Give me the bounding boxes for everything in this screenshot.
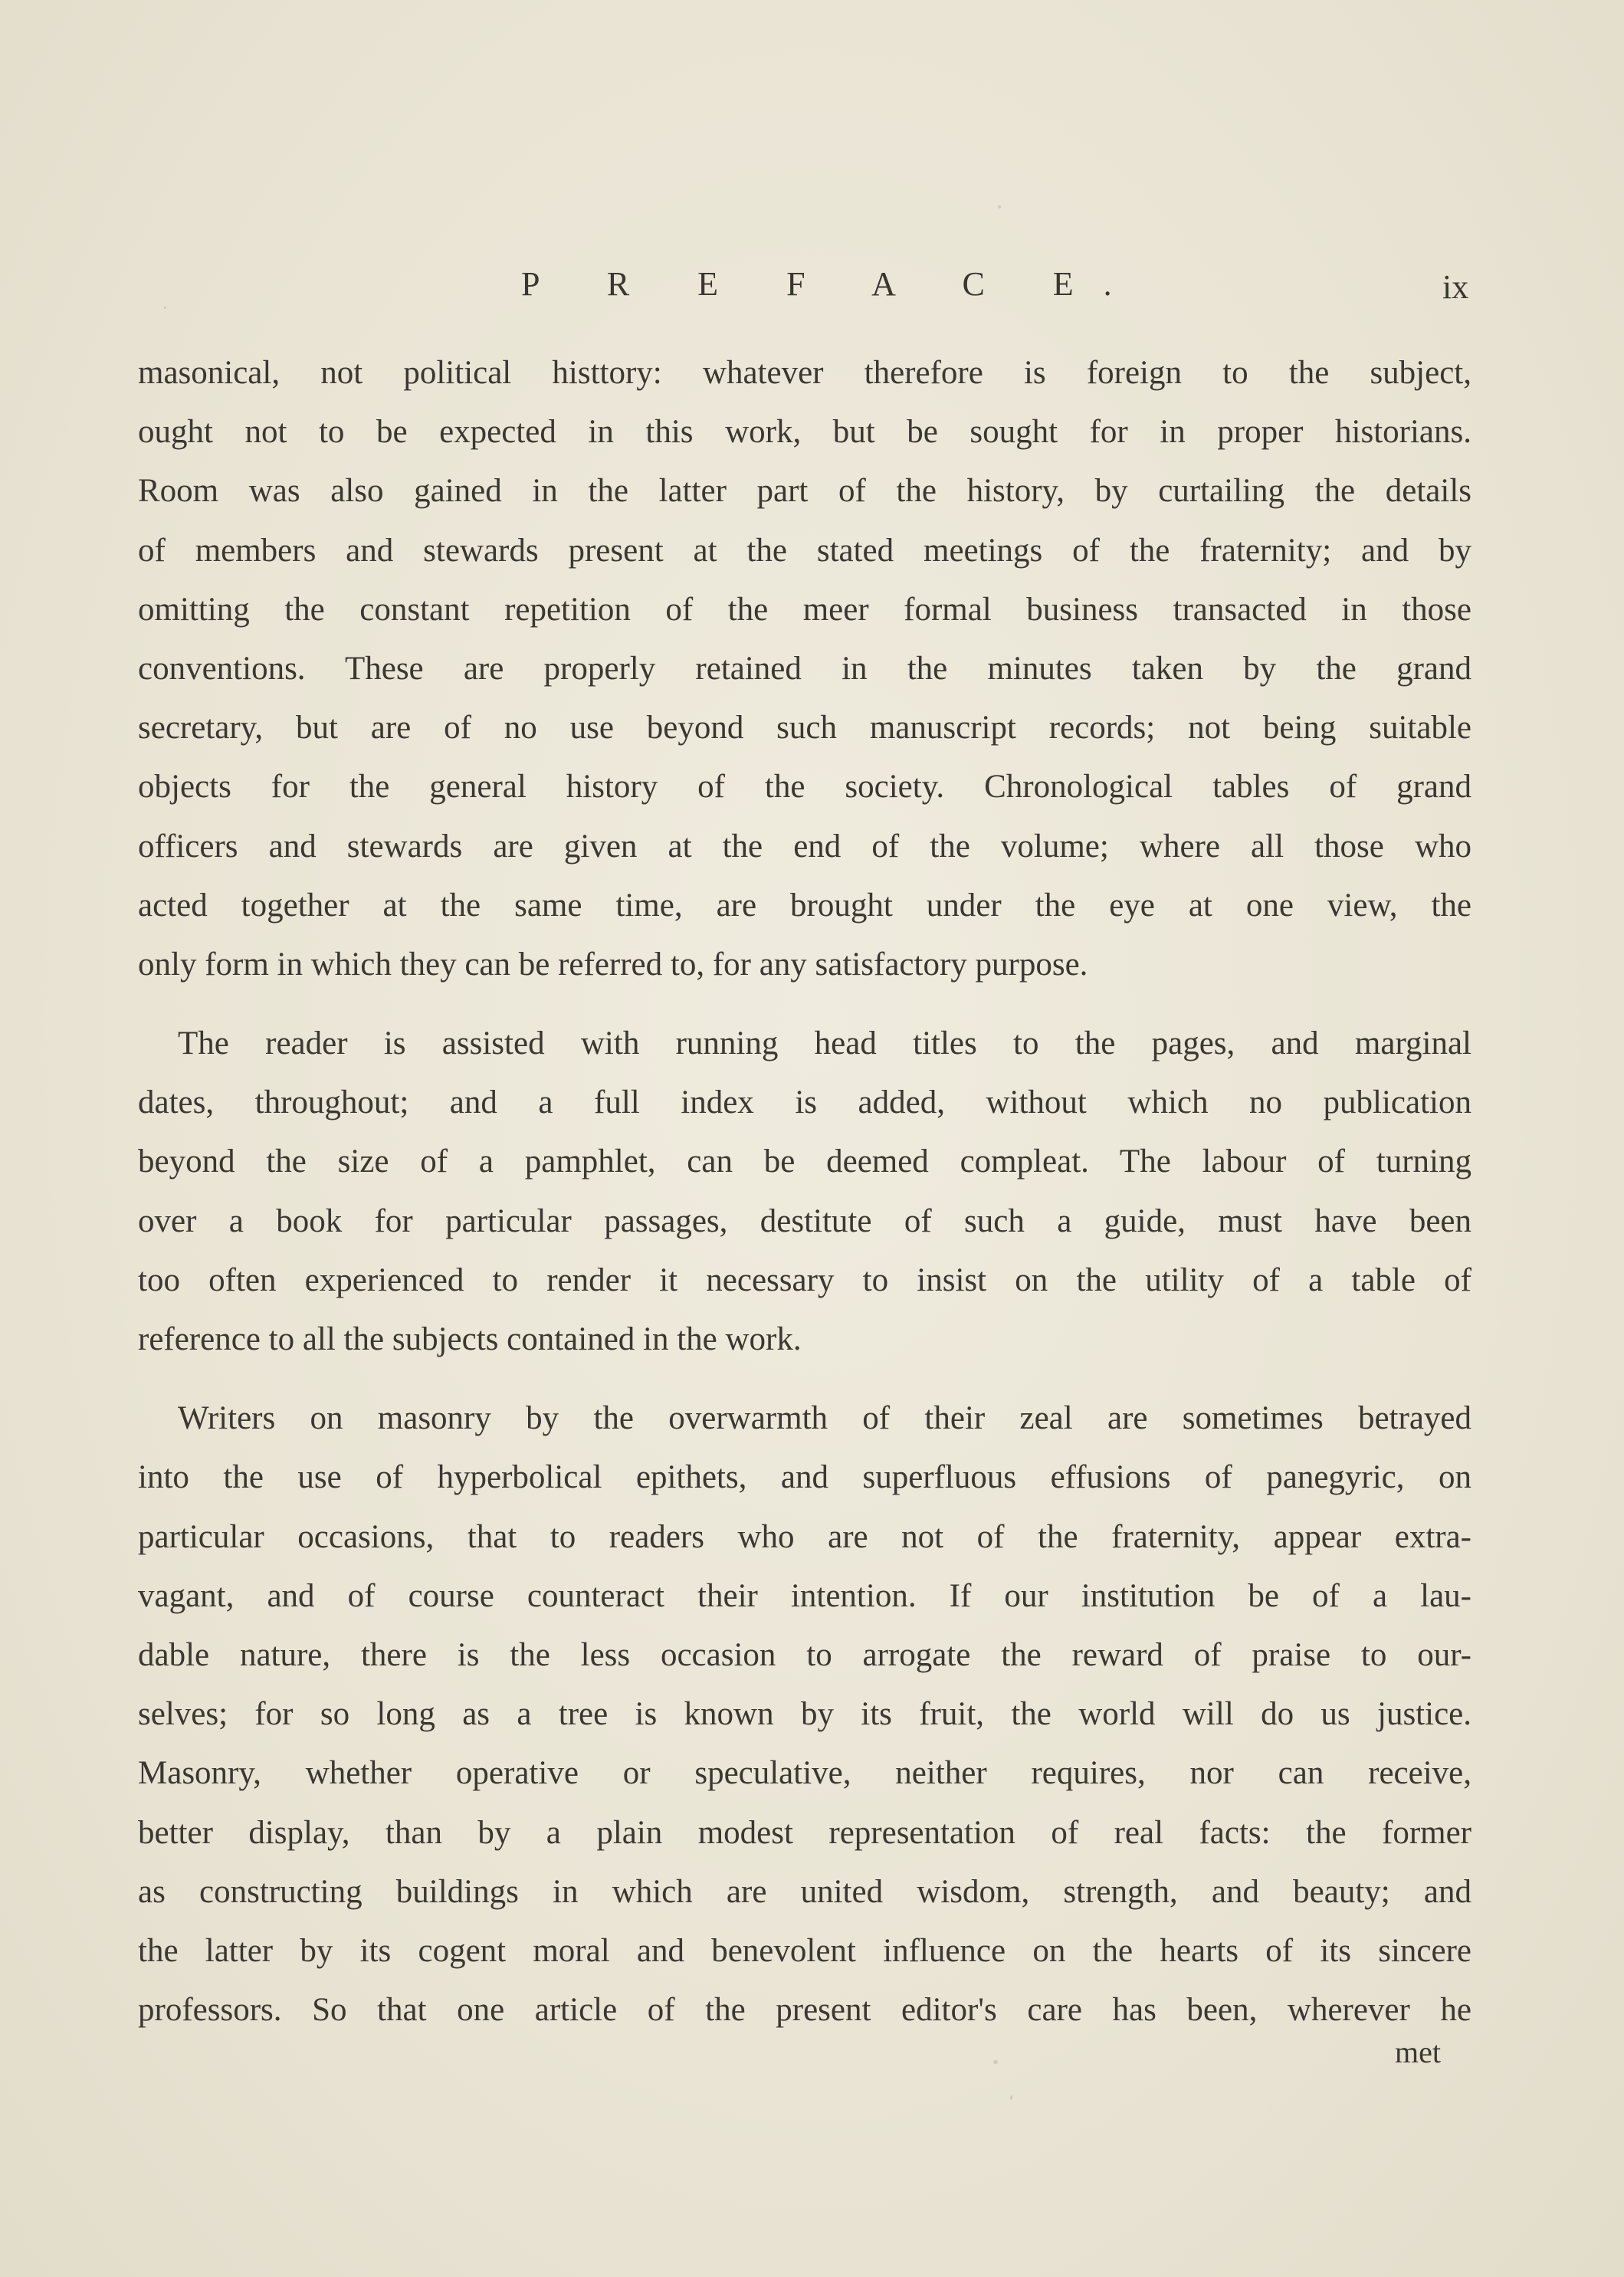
page-number: ix bbox=[1442, 268, 1469, 306]
running-head bbox=[0, 264, 1624, 310]
text-line: the latter by its cogent moral and benevolent influence on the hearts of its sincere bbox=[138, 1932, 1471, 1969]
text-line: Masonry, whether operative or speculative, neither requires, nor can receive, bbox=[138, 1755, 1471, 1792]
paragraph-3 bbox=[138, 1389, 1471, 2039]
text-line: secretary, but are of no use beyond such manuscript records; not being suitable bbox=[138, 710, 1471, 746]
text-line: Room was also gained in the latter part of the history, by curtailing the details bbox=[138, 473, 1471, 510]
paper-speck bbox=[998, 205, 1001, 208]
text-line: dates, throughout; and a full index is added, without which no publication bbox=[138, 1084, 1471, 1121]
text-line: dable nature, there is the less occasion to arrogate the reward of praise to our- bbox=[138, 1636, 1471, 1673]
text-line: Writers on masonry by the overwarmth of their zeal are sometimes betrayed bbox=[178, 1400, 1471, 1437]
text-line: conventions. These are properly retained in the minutes taken by the grand bbox=[138, 650, 1471, 687]
text-line: acted together at the same time, are brought under the eye at one view, the bbox=[138, 887, 1471, 924]
text-line: of members and stewards present at the stated meetings of the fraternity; and by bbox=[138, 532, 1471, 569]
text-line: officers and stewards are given at the end of the volume; where all those who bbox=[138, 828, 1471, 865]
text-line: better display, than by a plain modest representation of real facts: the former bbox=[138, 1814, 1471, 1851]
text-line: selves; for so long as a tree is known by its fruit, the world will do us justice. bbox=[138, 1696, 1471, 1733]
text-line: particular occasions, that to readers who are not of the fraternity, appear extra- bbox=[138, 1518, 1471, 1555]
text-line: omitting the constant repetition of the meer formal business transacted in those bbox=[138, 591, 1471, 628]
text-line: only form in which they can be referred to, for any satisfactory purpose. bbox=[138, 946, 1088, 983]
running-head-title: P R E F A C E. bbox=[521, 265, 1142, 303]
catchword: met bbox=[1395, 2035, 1441, 2069]
paper-speck bbox=[993, 2060, 998, 2064]
body-text bbox=[138, 343, 1471, 2039]
text-line: vagant, and of course counteract their intention. If our institution be of a lau- bbox=[138, 1577, 1471, 1614]
paper-speck bbox=[1010, 2095, 1012, 2100]
paragraph-1 bbox=[138, 343, 1471, 994]
text-line: over a book for particular passages, destitute of such a guide, must have been bbox=[138, 1202, 1471, 1239]
text-line: masonical, not political histtory: whatever therefore is foreign to the subject, bbox=[138, 355, 1471, 391]
text-line: as constructing buildings in which are united wisdom, strength, and beauty; and bbox=[138, 1873, 1471, 1910]
text-line: objects for the general history of the society. Chronological tables of grand bbox=[138, 769, 1471, 805]
text-line: The reader is assisted with running head titles to the pages, and marginal bbox=[178, 1025, 1471, 1062]
text-line: beyond the size of a pamphlet, can be deemed compleat. The labour of turning bbox=[138, 1143, 1471, 1180]
text-line: into the use of hyperbolical epithets, and superfluous effusions of panegyric, on bbox=[138, 1459, 1471, 1496]
text-line: ought not to be expected in this work, but be sought for in proper historians. bbox=[138, 414, 1471, 451]
text-line: reference to all the subjects contained in the work. bbox=[138, 1321, 802, 1357]
paragraph-2 bbox=[138, 1014, 1471, 1369]
text-line: professors. So that one article of the present editor's care has been, wherever he bbox=[138, 1992, 1471, 2029]
text-line: too often experienced to render it necessary to insist on the utility of a table of bbox=[138, 1262, 1471, 1298]
